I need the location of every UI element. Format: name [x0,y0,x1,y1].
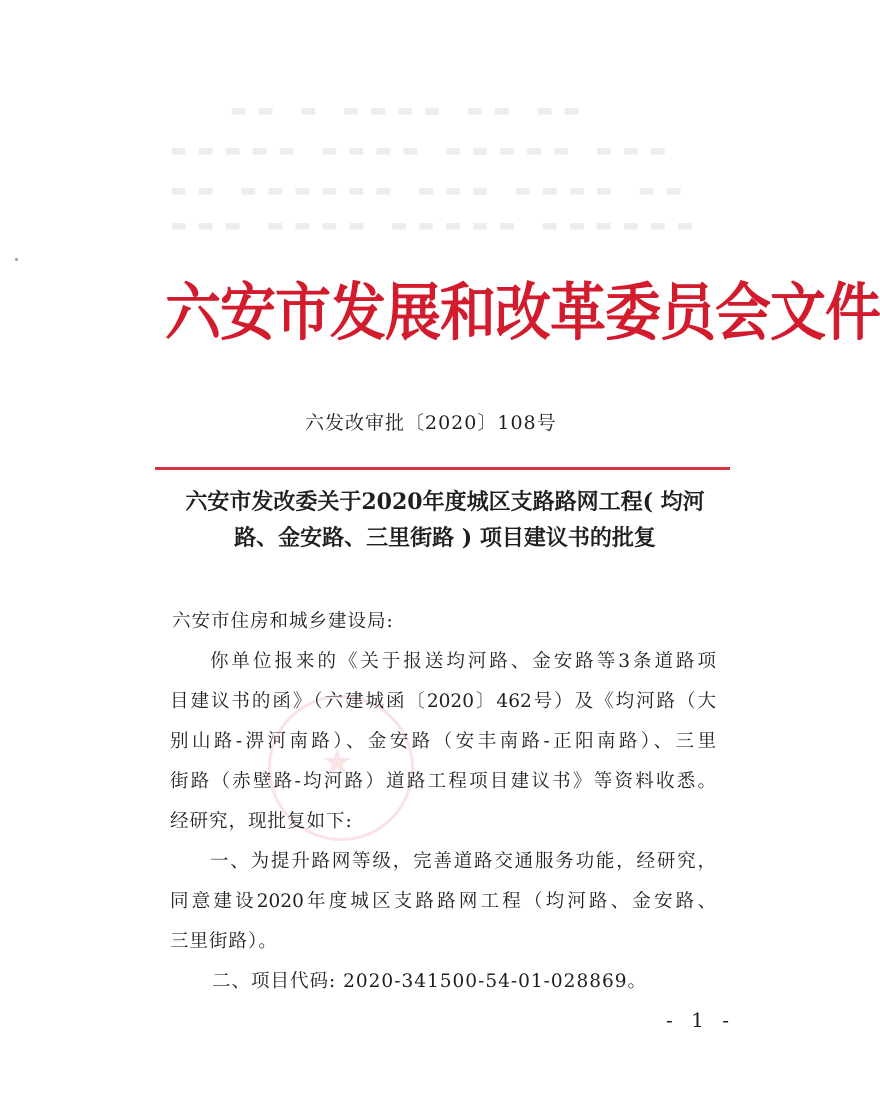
paragraph-line: 同意建设2020年度城区支路路网工程（均河路、金安路、 [170,891,716,912]
bleed-through-text: ▬▬▬▬▬ ▬▬▬▬ ▬▬▬▬▬ ▬▬▬ [170,140,677,161]
red-divider-line [155,467,730,470]
bleed-through-text: ▬▬ ▬ ▬▬▬▬ ▬▬ ▬▬ [230,100,590,121]
bleed-through-text: ▬▬ ▬▬▬▬▬▬ ▬▬▬ ▬▬▬▬ ▬▬ [170,180,693,201]
addressee: 六安市住房和城乡建设局: [172,611,394,632]
bleed-through-text: ▬▬▬ ▬▬▬▬ ▬▬▬▬▬ ▬▬▬▬▬▬ [170,215,704,236]
paragraph-line: 别山路-淠河南路）、金安路（安丰南路-正阳南路）、三里 [170,731,716,752]
paragraph-line: 目建议书的函》（六建城函〔2020〕462号）及《均河路（大 [170,691,716,712]
paragraph-line: 三里街路）。 [170,931,278,952]
document-number: 六发改审批〔2020〕108号 [305,412,557,434]
document-title [160,484,730,556]
scan-speck [15,258,18,261]
paragraph-line: 街路（赤壁路-均河路）道路工程项目建议书》等资料收悉。 [170,771,716,792]
paragraph-line: 一、为提升路网等级，完善道路交通服务功能，经研究， [210,851,716,872]
paragraph-line: 经研究，现批复如下: [170,811,353,832]
paragraph-line: 二、项目代码: 2020-341500-54-01-028869。 [212,971,648,992]
seal-star-icon: ★ [321,742,354,783]
title-line: 路、金安路、三里街路 ) 项目建议书的批复 [234,525,656,551]
agency-header: 六安市发展和改革委员会文件 [165,275,880,350]
page-number: - 1 - [666,1008,735,1032]
title-line: 六安市发改委关于2020年度城区支路路网工程( 均河 [185,489,705,515]
paragraph-line: 你单位报来的《关于报送均河路、金安路等3条道路项 [210,651,716,672]
